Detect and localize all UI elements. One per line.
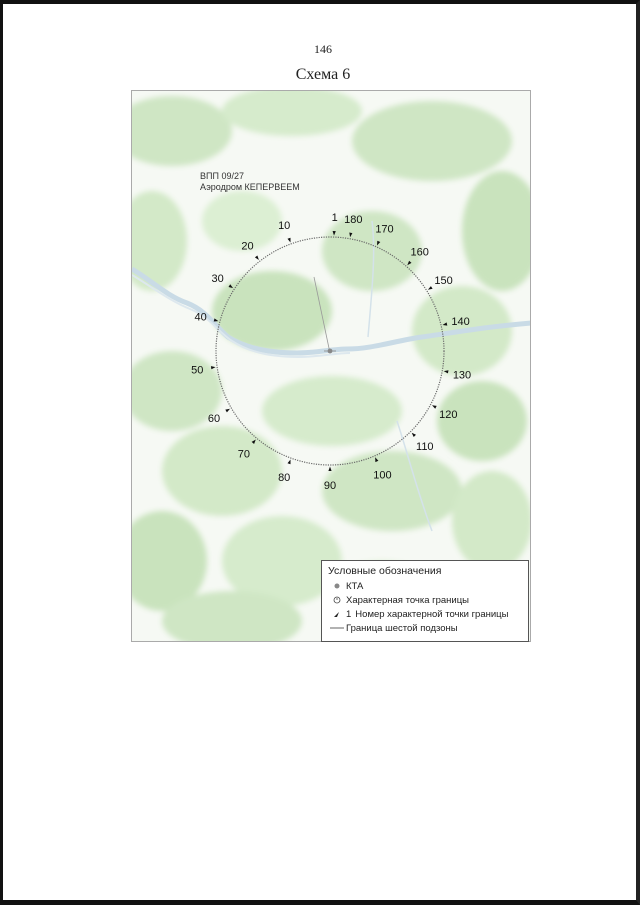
boundary-point-marker xyxy=(288,460,291,465)
boundary-point-label: 80 xyxy=(278,471,291,484)
boundary-line-icon xyxy=(328,625,346,631)
boundary-point-label: 100 xyxy=(373,469,392,482)
boundary-point-label: 180 xyxy=(344,214,363,226)
boundary-point-label: 150 xyxy=(434,275,453,287)
legend-row-char-point xyxy=(328,593,522,607)
boundary-point-label: 1 xyxy=(331,212,338,225)
legend-kta-label: КТА xyxy=(346,580,364,592)
legend-row-subzone xyxy=(328,621,522,635)
aerodrome-label: Аэродром КЕПЕРВЕЕМ xyxy=(200,182,300,192)
boundary-point-label: 140 xyxy=(451,315,470,328)
boundary-point-label: 170 xyxy=(375,223,394,236)
legend-row-char-number xyxy=(328,607,522,621)
boundary-point-label: 70 xyxy=(237,448,251,461)
boundary-point-label: 20 xyxy=(241,240,254,253)
legend xyxy=(321,560,529,642)
boundary-point-marker xyxy=(255,256,259,261)
boundary-point-label: 130 xyxy=(452,369,472,382)
boundary-point-label: 160 xyxy=(410,246,429,259)
legend-number-symbol: 1 xyxy=(346,608,352,620)
kta-icon xyxy=(328,582,346,590)
boundary-point-marker xyxy=(328,467,331,472)
boundary-point-label: 10 xyxy=(278,220,291,233)
boundary-point-marker xyxy=(428,286,433,290)
char-point-icon xyxy=(328,595,346,605)
legend-char-point-label: Характерная точка границы xyxy=(346,594,469,606)
legend-title: Условные обозначения xyxy=(328,565,442,577)
boundary-point-marker xyxy=(412,433,416,437)
boundary-point-label: 90 xyxy=(323,480,337,492)
boundary-point-marker xyxy=(288,238,291,243)
page-number: 146 xyxy=(314,42,332,56)
runway-label: ВПП 09/27 xyxy=(200,171,244,181)
boundary-point-label: 60 xyxy=(207,413,221,425)
boundary-point-label: 120 xyxy=(439,408,458,421)
legend-subzone-label: Граница шестой подзоны xyxy=(346,622,458,634)
legend-char-number-label: Номер характерной точки границы xyxy=(355,608,509,620)
boundary-point-label: 50 xyxy=(191,364,204,377)
boundary-point-label: 110 xyxy=(416,440,434,453)
scheme-title: Схема 6 xyxy=(295,66,351,83)
arrow-marker-icon xyxy=(328,610,346,618)
legend-row-kta xyxy=(328,579,522,593)
boundary-point-label: 40 xyxy=(194,311,207,324)
boundary-point-marker xyxy=(225,409,230,413)
boundary-point-label: 30 xyxy=(211,273,224,285)
boundary-point-marker xyxy=(432,405,437,409)
